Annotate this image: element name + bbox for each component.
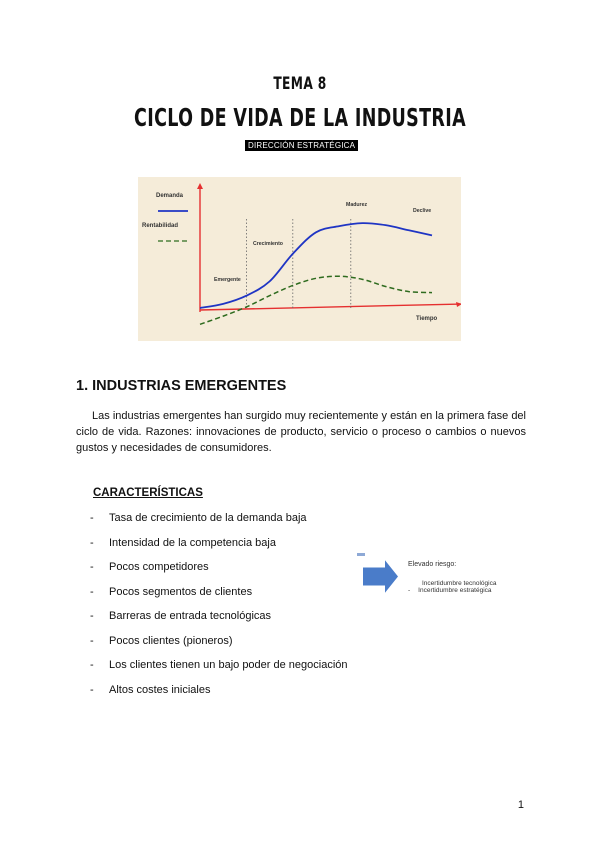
stage-label: Declive [413,208,432,214]
list-item: - Tasa de crecimiento de la demanda baja [90,512,307,524]
section-heading: 1. INDUSTRIAS EMERGENTES [76,378,287,394]
lifecycle-chart-svg [138,177,461,341]
characteristics-list [90,511,348,707]
risk-item: Incertidumbre tecnológica [422,580,497,587]
risk-list [408,580,542,594]
legend-label-demanda: Demanda [156,193,184,199]
subject-badge: DIRECCIÓN ESTRATÉGICA [245,140,358,151]
stage-label: Emergente [214,277,241,283]
series-demanda-line [200,223,432,308]
list-item: - Barreras de entrada tecnológicas [90,610,272,622]
legend-label-rentabilidad: Rentabilidad [142,223,179,229]
x-axis-arrow [456,302,461,307]
list-item: - Pocos competidores [90,561,209,573]
list-item: - Pocos clientes (pioneros) [90,634,233,647]
characteristics-title: CARACTERÍSTICAS [93,487,203,499]
list-item: - Pocos segmentos de clientes [90,585,253,598]
lifecycle-chart [138,177,461,341]
risk-item: - Incertidumbre estratégica [408,587,492,594]
list-item: - Los clientes tienen un bajo poder de negociación [90,659,348,671]
intro-paragraph: Las industrias emergentes han surgido muy recientemente y están en la primera fase del ciclo de vida. Razones: innovaciones de producto, servicio o proceso o cambios o nuevos gustos y necesidades de consumidores. [76,410,526,454]
y-axis-arrow [197,183,203,189]
page-number: 1 [517,799,524,811]
stage-label: Crecimiento [253,241,283,247]
arrow-right-icon [355,553,405,603]
risk-title: Elevado riesgo: [408,561,457,568]
stage-label: Madurez [346,202,368,208]
page-title: CICLO DE VIDA DE LA INDUSTRIA [134,103,466,132]
x-axis-label: Tiempo [416,316,438,322]
tema-label: TEMA 8 [273,74,327,94]
x-axis [200,304,461,310]
list-item: - Altos costes iniciales [90,683,211,696]
list-item: - Intensidad de la competencia baja [90,536,276,549]
